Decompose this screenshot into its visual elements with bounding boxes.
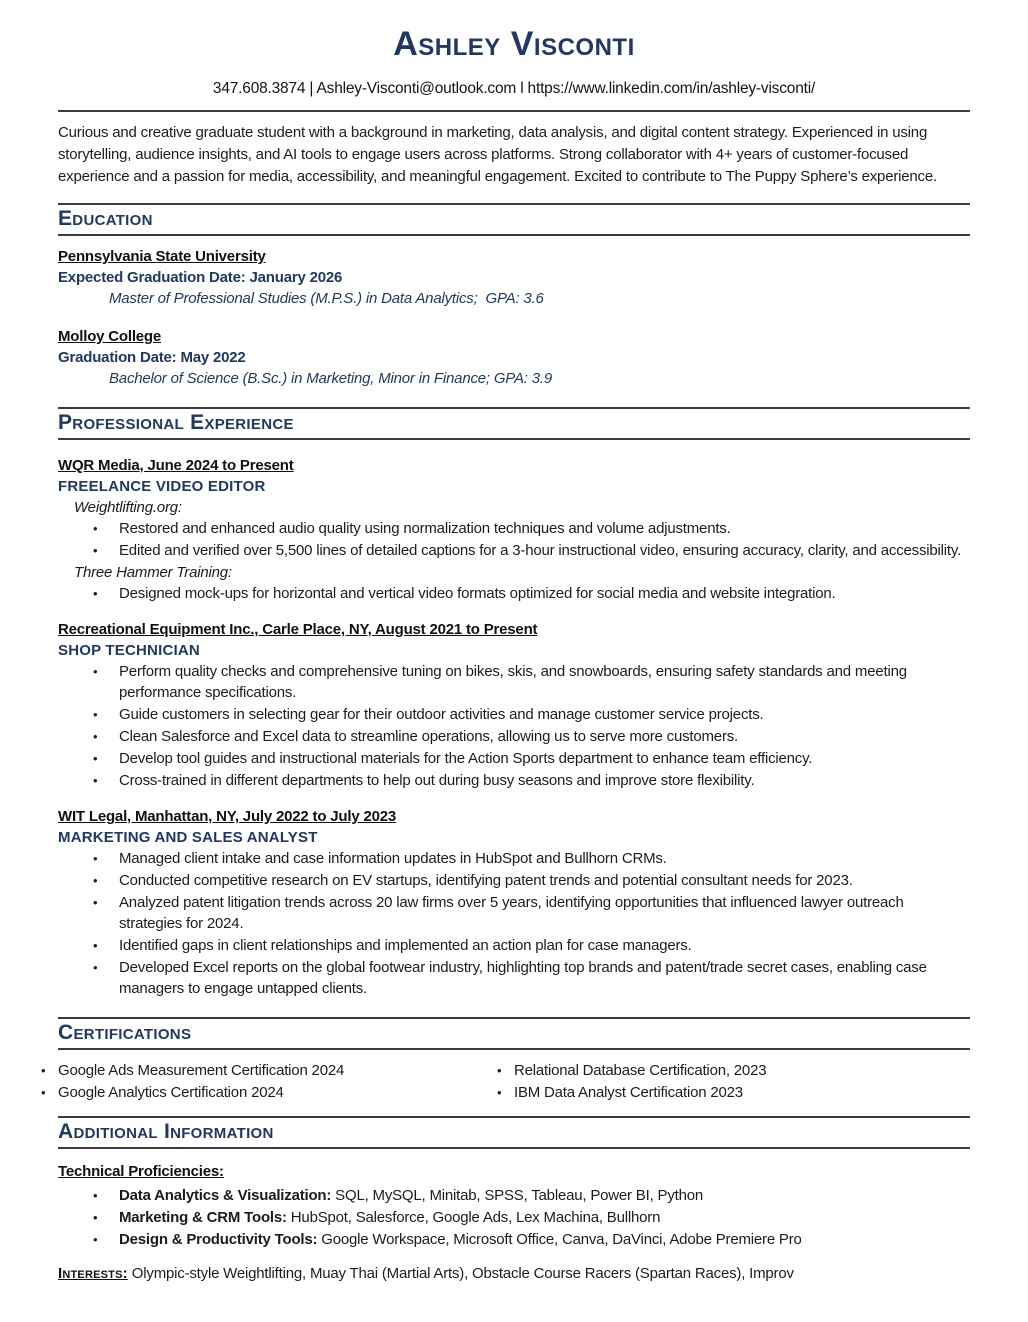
- tech-category: Data Analytics & Visualization:: [119, 1187, 332, 1204]
- section-heading-education: [58, 203, 970, 236]
- tech-item: [119, 1229, 970, 1250]
- interests-text: Olympic-style Weightlifting, Muay Thai (Martial Arts), Obstacle Course Racers (Spartan Races), Improv: [127, 1265, 794, 1282]
- education-entry: [58, 246, 970, 309]
- job-entry-wit-legal: [58, 806, 970, 999]
- summary-paragraph: Curious and creative graduate student with a background in marketing, data analysis, and digital content strategy. Experienced in using storytelling, audience insights, and AI tools to engage users across platforms. Strong collaborator with 4+ years of customer-focused experience and a passion for media, accessibility, and meaningful engagement. Excited to contribute to The Puppy Sphere’s experience.: [58, 124, 937, 185]
- graduation-date: Expected Graduation Date: January 2026: [58, 269, 343, 286]
- bullet-item: • Clean Salesforce and Excel data to streamline operations, allowing us to serve more customers.: [119, 726, 970, 747]
- company-line: WIT Legal, Manhattan, NY, July 2022 to July 2023: [58, 808, 397, 825]
- certifications-columns: [58, 1060, 970, 1104]
- technical-proficiencies-list: [58, 1185, 970, 1250]
- bullet-list: [58, 661, 970, 791]
- bullet-item: • Perform quality checks and comprehensive tuning on bikes, skis, and snowboards, ensuring safety standards and meeting performance specifications.: [119, 661, 970, 703]
- bullet-list: [58, 848, 970, 999]
- graduation-date: Graduation Date: May 2022: [58, 349, 246, 366]
- school-name: Molloy College: [58, 328, 162, 345]
- tech-item: [119, 1185, 970, 1206]
- section-heading-certifications: [58, 1017, 970, 1050]
- tech-category: Design & Productivity Tools:: [119, 1231, 318, 1248]
- education-entry: [58, 326, 970, 389]
- bullet-item: • Restored and enhanced audio quality using normalization techniques and volume adjustments.: [119, 518, 970, 539]
- bullet-item: • Cross-trained in different departments to help out during busy seasons and improve store flexibility.: [119, 770, 970, 791]
- job-entry-recreational-equipment: [58, 619, 970, 791]
- experience-title: Professional Experience: [58, 411, 294, 434]
- bullet-item: • Identified gaps in client relationships and implemented an action plan for case managers.: [119, 935, 970, 956]
- person-name: Ashley Visconti: [393, 25, 635, 63]
- job-entry-wqr-media: [58, 455, 970, 604]
- tech-tools: HubSpot, Salesforce, Google Ads, Lex Machina, Bullhorn: [286, 1209, 661, 1226]
- additional-information-title: Additional Information: [58, 1120, 274, 1143]
- company-line: WQR Media, June 2024 to Present: [58, 457, 294, 474]
- tech-tools: Google Workspace, Microsoft Office, Canva, DaVinci, Adobe Premiere Pro: [317, 1231, 802, 1248]
- certifications-left-column: [58, 1060, 514, 1104]
- job-title: SHOP TECHNICIAN: [58, 642, 200, 659]
- tech-tools: SQL, MySQL, Minitab, SPSS, Tableau, Power BI, Python: [331, 1187, 704, 1204]
- section-heading-experience: [58, 407, 970, 440]
- bullet-item: • Developed Excel reports on the global footwear industry, highlighting top brands and patent/trade secret cases, enabling case managers to engage untapped clients.: [119, 957, 970, 999]
- bullet-list: [58, 518, 970, 561]
- school-name: Pennsylvania State University: [58, 248, 266, 265]
- bullet-item: • Develop tool guides and instructional materials for the Action Sports department to enhance team efficiency.: [119, 748, 970, 769]
- certification-item: • Google Analytics Certification 2024: [58, 1082, 514, 1103]
- interests-label: Interests:: [58, 1265, 128, 1282]
- technical-proficiencies-label: Technical Proficiencies:: [58, 1163, 224, 1180]
- certifications-title: Certifications: [58, 1021, 192, 1044]
- certifications-right-column: [514, 1060, 970, 1104]
- header-divider: [58, 110, 970, 112]
- job-title: MARKETING AND SALES ANALYST: [58, 829, 318, 846]
- company-line: Recreational Equipment Inc., Carle Place, NY, August 2021 to Present: [58, 621, 538, 638]
- client-label: Three Hammer Training:: [74, 564, 232, 581]
- section-heading-additional-information: [58, 1116, 970, 1149]
- certification-item: • IBM Data Analyst Certification 2023: [514, 1082, 970, 1103]
- bullet-item: • Guide customers in selecting gear for their outdoor activities and manage customer service projects.: [119, 704, 970, 725]
- bullet-item: • Edited and verified over 5,500 lines of detailed captions for a 3-hour instructional video, ensuring accuracy, clarity, and accessibility.: [119, 540, 970, 561]
- tech-item: [119, 1207, 970, 1228]
- degree-line: Master of Professional Studies (M.P.S.) in Data Analytics; GPA: 3.6: [109, 290, 544, 307]
- certification-item: • Google Ads Measurement Certification 2024: [58, 1060, 514, 1081]
- tech-category: Marketing & CRM Tools:: [119, 1209, 287, 1226]
- interests-line: [58, 1263, 970, 1284]
- job-title: FREELANCE VIDEO EDITOR: [58, 478, 266, 495]
- client-label: Weightlifting.org:: [74, 499, 182, 516]
- bullet-item: • Conducted competitive research on EV startups, identifying patent trends and potential consultant needs for 2023.: [119, 870, 970, 891]
- contact-line: 347.608.3874 | Ashley-Visconti@outlook.com l https://www.linkedin.com/in/ashley-visconti/: [212, 80, 816, 97]
- degree-line: Bachelor of Science (B.Sc.) in Marketing, Minor in Finance; GPA: 3.9: [109, 370, 552, 387]
- bullet-list: [58, 583, 970, 604]
- bullet-item: • Managed client intake and case information updates in HubSpot and Bullhorn CRMs.: [119, 848, 970, 869]
- bullet-item: • Analyzed patent litigation trends across 20 law firms over 5 years, identifying opportunities that influenced lawyer outreach strategies for 2024.: [119, 892, 970, 934]
- bullet-item: • Designed mock-ups for horizontal and vertical video formats optimized for social media and website integration.: [119, 583, 970, 604]
- education-title: Education: [58, 207, 153, 230]
- certification-item: • Relational Database Certification, 2023: [514, 1060, 970, 1081]
